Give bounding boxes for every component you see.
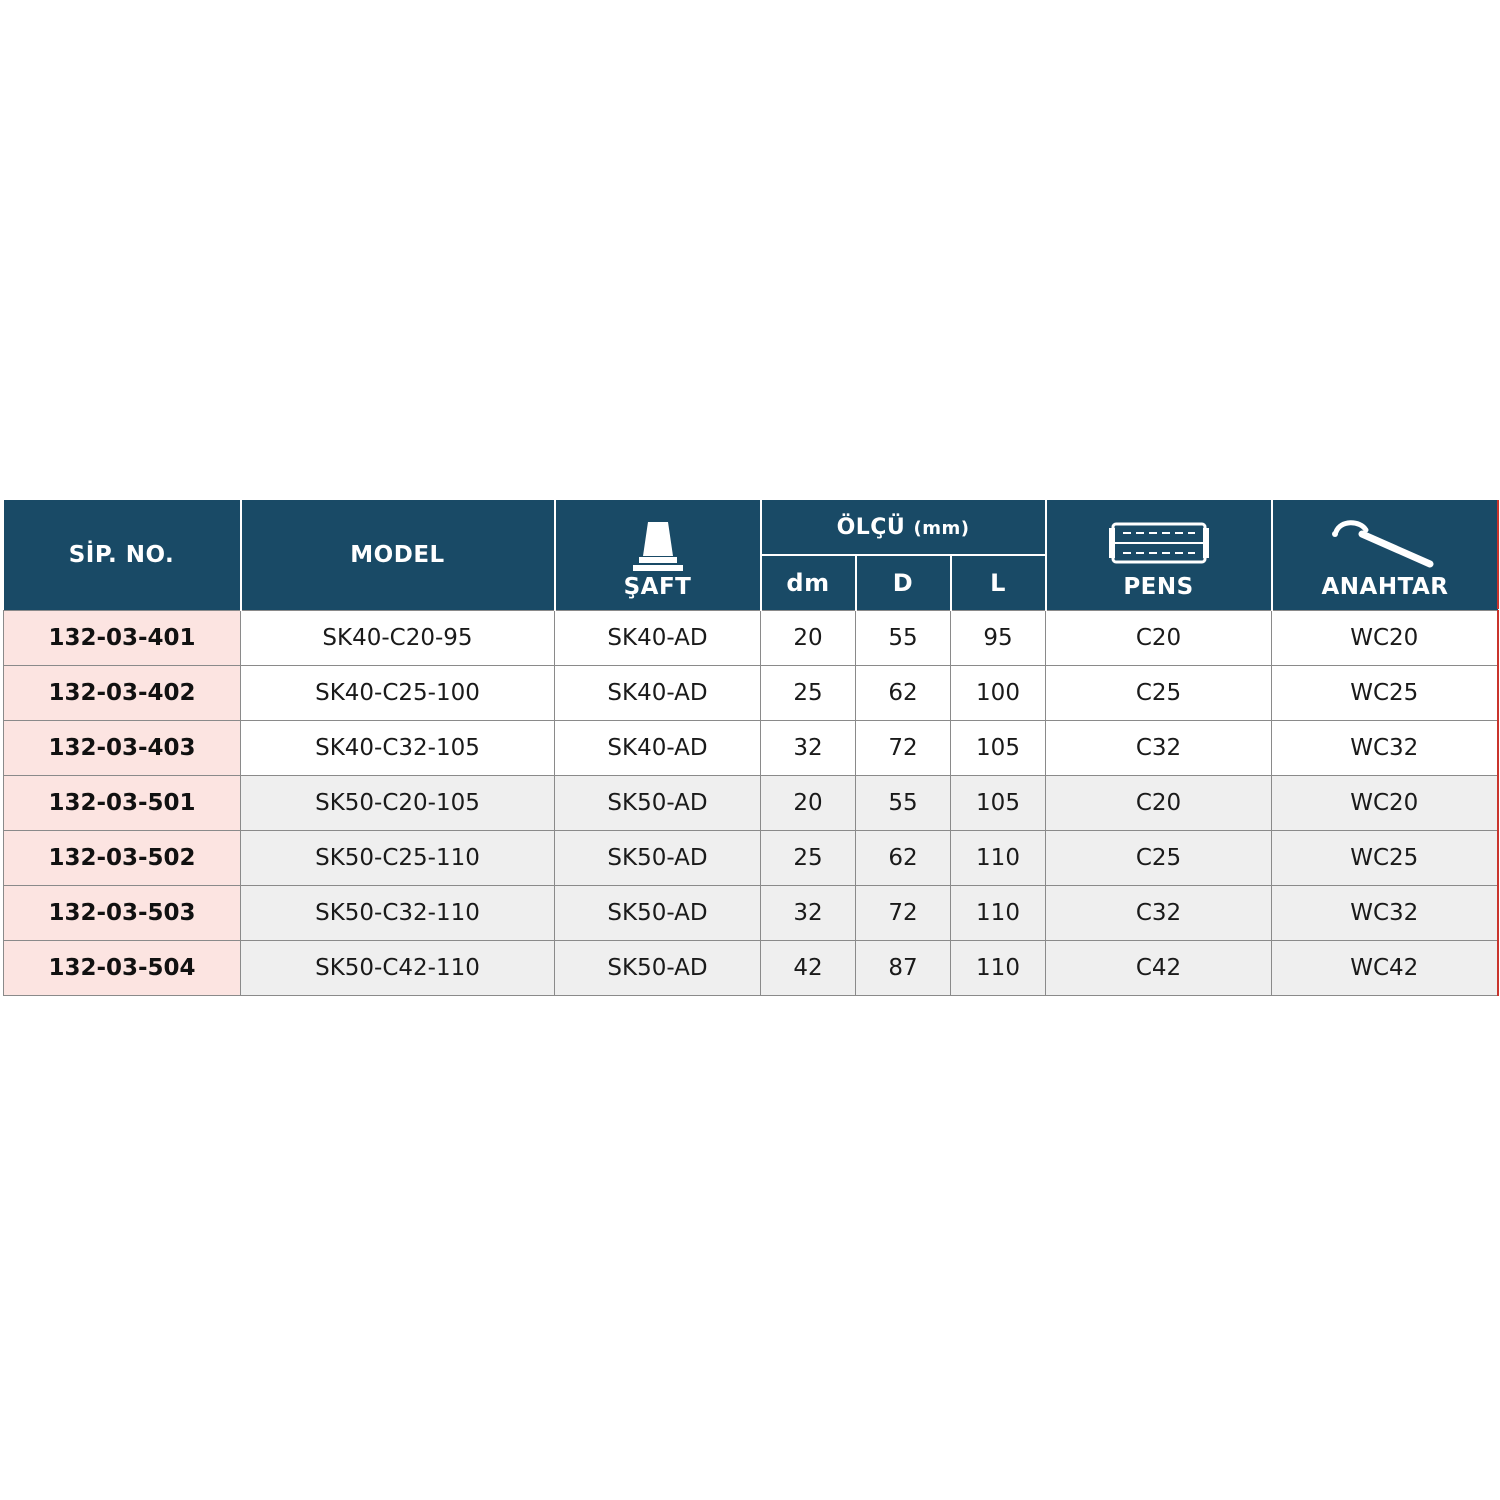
cell-shaft: SK40-AD xyxy=(555,611,761,666)
header-d: D xyxy=(856,555,951,611)
cell-l: 110 xyxy=(951,941,1046,996)
cell-d: 72 xyxy=(856,886,951,941)
header-measure-group xyxy=(761,500,1046,555)
cell-dm: 32 xyxy=(761,886,856,941)
cell-shaft: SK50-AD xyxy=(555,886,761,941)
cell-l: 105 xyxy=(951,721,1046,776)
table-body xyxy=(4,611,1498,996)
cell-l: 105 xyxy=(951,776,1046,831)
cell-order-no: 132-03-403 xyxy=(4,721,241,776)
header-row-top xyxy=(4,500,1498,555)
cell-model: SK40-C32-105 xyxy=(241,721,555,776)
collet-icon xyxy=(1047,518,1271,574)
cell-model: SK50-C32-110 xyxy=(241,886,555,941)
cell-collet: C20 xyxy=(1046,776,1272,831)
cell-order-no: 132-03-401 xyxy=(4,611,241,666)
accent-edge xyxy=(1497,500,1499,609)
cell-l: 95 xyxy=(951,611,1046,666)
cell-l: 100 xyxy=(951,666,1046,721)
cell-collet: C25 xyxy=(1046,831,1272,886)
table-row xyxy=(4,721,1498,776)
cell-wrench: WC25 xyxy=(1272,666,1498,721)
cell-d: 72 xyxy=(856,721,951,776)
table-row xyxy=(4,831,1498,886)
cell-order-no: 132-03-503 xyxy=(4,886,241,941)
header-wrench xyxy=(1272,500,1498,611)
cell-model: SK50-C42-110 xyxy=(241,941,555,996)
cell-l: 110 xyxy=(951,886,1046,941)
cell-model: SK40-C25-100 xyxy=(241,666,555,721)
hook-wrench-icon xyxy=(1273,518,1498,574)
table-header xyxy=(4,500,1498,611)
table-row xyxy=(4,776,1498,831)
cell-collet: C42 xyxy=(1046,941,1272,996)
header-shaft-label: ŞAFT xyxy=(623,574,692,600)
header-measure-label: ÖLÇÜ xyxy=(836,514,906,540)
spec-table xyxy=(3,500,1499,996)
cell-d: 55 xyxy=(856,611,951,666)
table-row xyxy=(4,941,1498,996)
cell-model: SK40-C20-95 xyxy=(241,611,555,666)
cell-shaft: SK40-AD xyxy=(555,666,761,721)
cell-d: 87 xyxy=(856,941,951,996)
cell-model: SK50-C25-110 xyxy=(241,831,555,886)
cell-wrench: WC20 xyxy=(1272,611,1498,666)
cell-order-no: 132-03-501 xyxy=(4,776,241,831)
header-shaft xyxy=(555,500,761,611)
cell-dm: 42 xyxy=(761,941,856,996)
table-row xyxy=(4,611,1498,666)
cell-wrench: WC20 xyxy=(1272,776,1498,831)
cell-d: 62 xyxy=(856,831,951,886)
header-l: L xyxy=(951,555,1046,611)
cell-dm: 20 xyxy=(761,611,856,666)
cell-collet: C25 xyxy=(1046,666,1272,721)
cell-wrench: WC32 xyxy=(1272,886,1498,941)
cell-wrench: WC25 xyxy=(1272,831,1498,886)
cell-dm: 32 xyxy=(761,721,856,776)
cell-model: SK50-C20-105 xyxy=(241,776,555,831)
cell-collet: C32 xyxy=(1046,721,1272,776)
cell-dm: 20 xyxy=(761,776,856,831)
header-collet xyxy=(1046,500,1272,611)
header-collet-label: PENS xyxy=(1123,574,1194,600)
header-measure-unit: (mm) xyxy=(913,517,970,539)
header-model: MODEL xyxy=(241,500,555,611)
cell-d: 55 xyxy=(856,776,951,831)
cell-wrench: WC42 xyxy=(1272,941,1498,996)
cell-collet: C32 xyxy=(1046,886,1272,941)
cell-wrench: WC32 xyxy=(1272,721,1498,776)
cell-shaft: SK50-AD xyxy=(555,776,761,831)
header-order-no: SİP. NO. xyxy=(4,500,241,611)
table-row xyxy=(4,886,1498,941)
cell-l: 110 xyxy=(951,831,1046,886)
cell-d: 62 xyxy=(856,666,951,721)
table-row xyxy=(4,666,1498,721)
shaft-taper-icon xyxy=(556,518,760,574)
cell-dm: 25 xyxy=(761,831,856,886)
cell-order-no: 132-03-402 xyxy=(4,666,241,721)
cell-shaft: SK40-AD xyxy=(555,721,761,776)
header-dm: dm xyxy=(761,555,856,611)
cell-dm: 25 xyxy=(761,666,856,721)
cell-order-no: 132-03-504 xyxy=(4,941,241,996)
cell-shaft: SK50-AD xyxy=(555,831,761,886)
header-wrench-label: ANAHTAR xyxy=(1321,574,1449,600)
cell-order-no: 132-03-502 xyxy=(4,831,241,886)
cell-collet: C20 xyxy=(1046,611,1272,666)
cell-shaft: SK50-AD xyxy=(555,941,761,996)
